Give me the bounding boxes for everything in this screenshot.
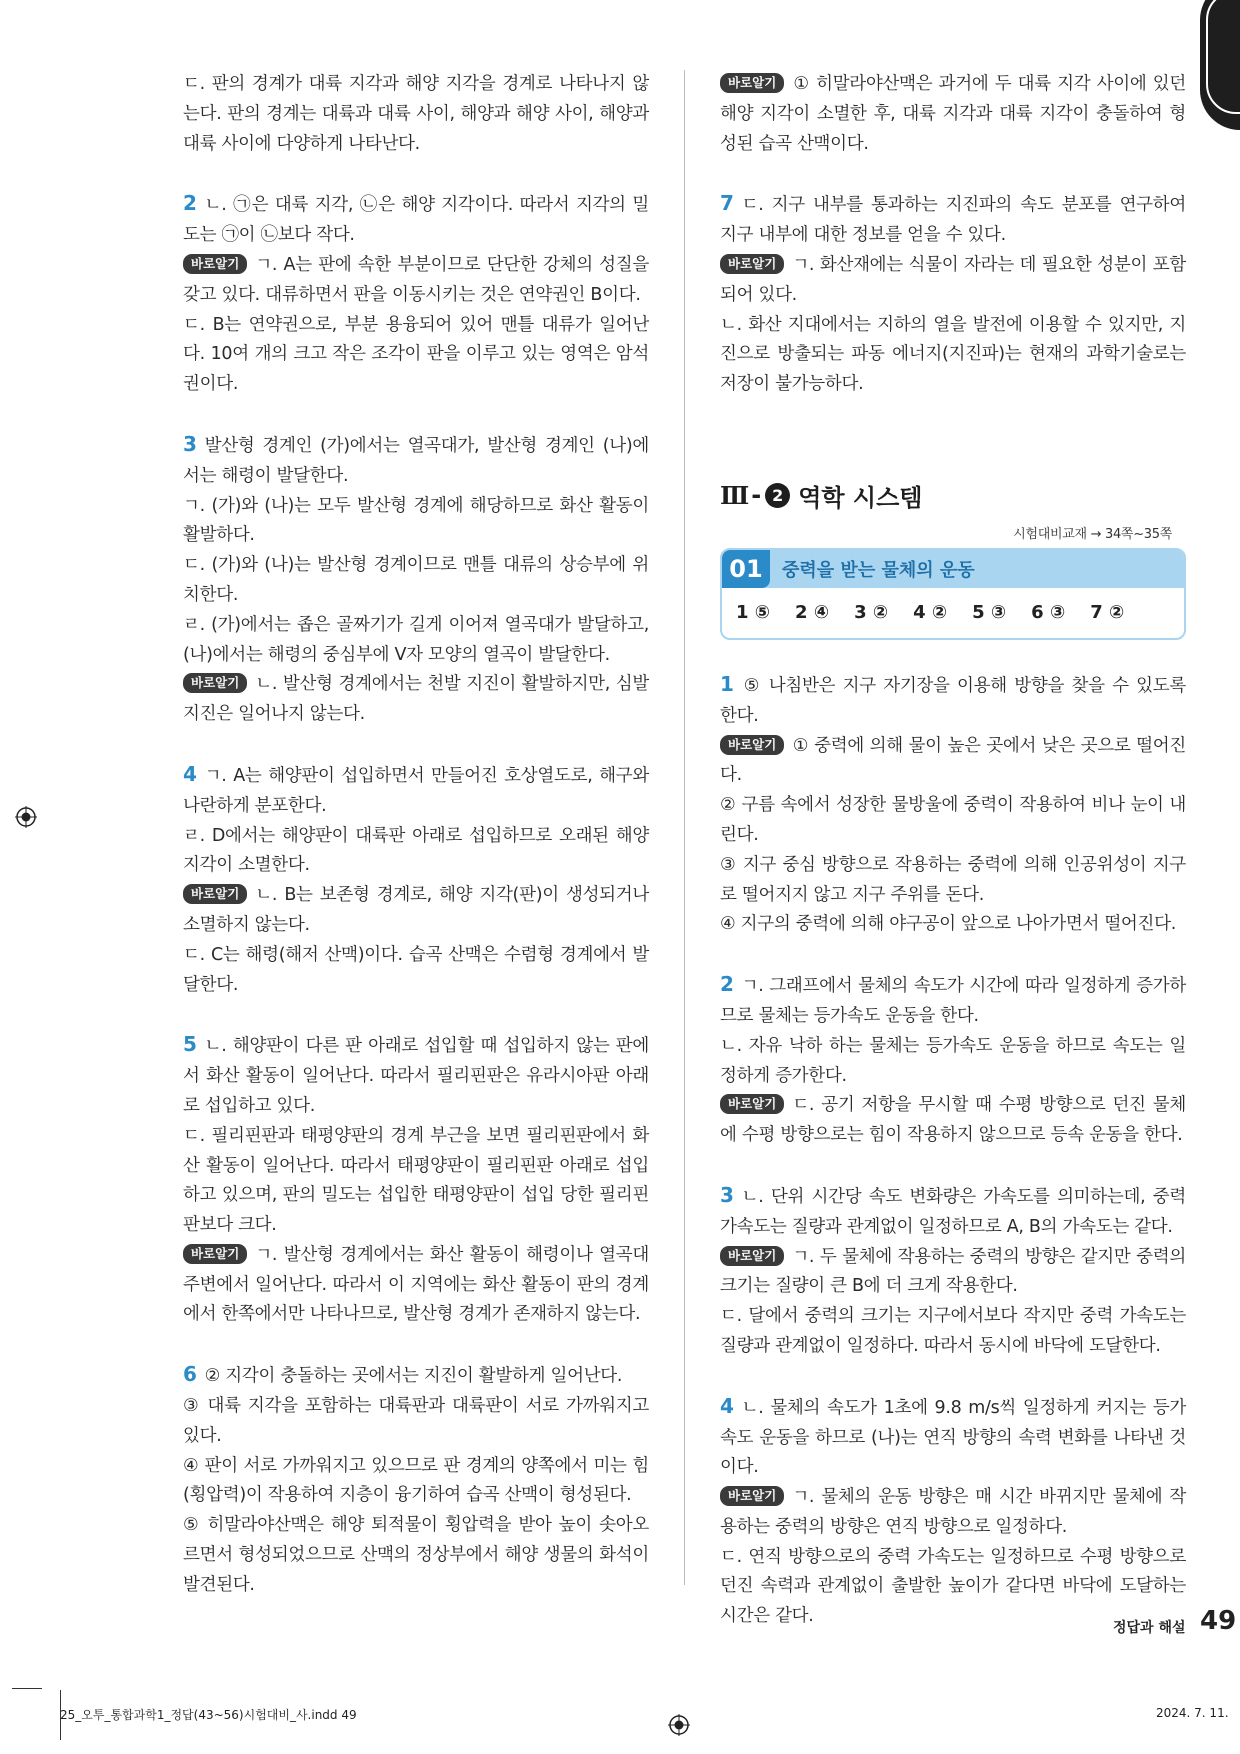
paragraph-text: 발산형 경계인 (가)에서는 열곡대가, 발산형 경계인 (나)에서는 해령이 발달한다.: [183, 435, 649, 486]
section-title: [720, 478, 1186, 513]
paragraph: [720, 670, 1186, 732]
paragraph-text: ㄱ. 물체의 운동 방향은 매 시간 바뀌지만 물체에 작용하는 중력의 방향은 연직 방향으로 일정하다.: [720, 1487, 1186, 1537]
paragraph: ㄷ. 판의 경계가 대륙 지각과 해양 지각을 경계로 나타나지 않는다. 판의 경계는 대륙과 대륙 사이, 해양과 해양 사이, 해양과 대륙 사이에 다양하게 나타난다.: [183, 74, 649, 154]
paragraph: ㄴ. 화산 지대에서는 지하의 열을 발전에 이용할 수 있지만, 지진으로 방출되는 파동 에너지(지진파)는 현재의 과학기술로는 저장이 불가능하다.: [720, 314, 1186, 395]
question-number: 5: [183, 1032, 197, 1057]
paragraph-text: ㄴ. 발산형 경계에서는 천발 지진이 활발하지만, 심발 지진은 일어나지 않는다.: [183, 674, 649, 725]
correction-badge: 바로알기: [720, 735, 784, 755]
paragraph-text: ㄴ. B는 보존형 경계로, 해양 지각(판)이 생성되거나 소멸하지 않는다.: [183, 885, 649, 935]
paragraph: [720, 189, 1186, 251]
paragraph-text: ② 지각이 충돌하는 곳에서는 지진이 활발하게 일어난다.: [204, 1366, 623, 1387]
paragraph-text: ㄴ. 단위 시간당 속도 변화량은 가속도를 의미하는데, 중력 가속도는 질량과 관계없이 일정하므로 A, B의 가속도는 같다.: [720, 1186, 1186, 1237]
correction-badge: 바로알기: [720, 254, 784, 274]
paragraph: [183, 760, 649, 822]
section-number-badge: 2: [765, 483, 790, 508]
paragraph: ④ 판이 서로 가까워지고 있으므로 판 경계의 양쪽에서 미는 힘(횡압력)이 작용하여 지층이 융기하여 습곡 산맥이 형성된다.: [183, 1455, 649, 1506]
answer-key-item: 7 ②: [1090, 602, 1125, 624]
paragraph: ③ 대륙 지각을 포함하는 대륙판과 대륙판이 서로 가까워지고 있다.: [183, 1396, 649, 1446]
correction-badge: 바로알기: [183, 884, 247, 904]
crop-mark: [12, 1688, 42, 1689]
unit-title: 중력을 받는 물체의 운동: [782, 559, 975, 581]
paragraph: [720, 970, 1186, 1032]
paragraph-text: ㄴ. ㉠은 대륙 지각, ㉡은 해양 지각이다. 따라서 지각의 밀도는 ㉠이 ㉡보다 작다.: [183, 195, 649, 246]
answer-intro: [183, 70, 649, 159]
answer-key-header: [722, 550, 1184, 588]
paragraph: [183, 430, 649, 492]
paragraph-text: ㄱ. 발산형 경계에서는 화산 활동이 해령이나 열곡대 주변에서 일어난다. 따라서 이 지역에는 화산 활동이 판의 경계에서 한쪽에서만 나타나므로, 발산형 경계가 존재하지 않는다.: [183, 1244, 649, 1325]
paragraph: ㄹ. D에서는 해양판이 대륙판 아래로 섭입하므로 오래된 해양 지각이 소멸한다.: [183, 825, 649, 876]
correction-badge: 바로알기: [183, 673, 247, 693]
answer-7: [720, 189, 1186, 400]
paragraph: ㄷ. (가)와 (나)는 발산형 경계이므로 맨틀 대류의 상승부에 위치한다.: [183, 555, 649, 605]
paragraph-text: ① 중력에 의해 물이 높은 곳에서 낮은 곳으로 떨어진다.: [720, 735, 1186, 786]
paragraph: [720, 1091, 1186, 1151]
explanation-1: [720, 670, 1186, 940]
question-number: 7: [720, 191, 734, 216]
paragraph: [183, 189, 649, 251]
section-title-text: 역학 시스템: [798, 483, 923, 512]
paragraph: [720, 1181, 1186, 1243]
corner-chapter-tab-outline: [1206, 0, 1240, 114]
paragraph-text: ㄱ. 화산재에는 식물이 자라는 데 필요한 성분이 포함되어 있다.: [720, 254, 1186, 305]
paragraph: ㄷ. B는 연약권으로, 부분 용융되어 있어 맨틀 대류가 일어난다. 10여 개의 크고 작은 조각이 판을 이루고 있는 영역은 암석권이다.: [183, 314, 649, 395]
paragraph: ㄱ. (가)와 (나)는 모두 발산형 경계에 해당하므로 화산 활동이 활발하다.: [183, 495, 649, 546]
paragraph: [183, 1030, 649, 1121]
question-number: 1: [720, 671, 734, 696]
paragraph: ③ 지구 중심 방향으로 작용하는 중력에 의해 인공위성이 지구로 떨어지지 않고 지구 주위를 돈다.: [720, 854, 1186, 905]
explanation-2: [720, 970, 1186, 1151]
explanation-3: [720, 1181, 1186, 1362]
registration-mark-icon: [15, 806, 37, 828]
answer-key-box: [720, 548, 1186, 640]
answer-key-item: 3 ②: [854, 602, 889, 624]
answer-6-continued: [720, 70, 1186, 159]
paragraph: ⑤ 히말라야산맥은 해양 퇴적물이 횡압력을 받아 높이 솟아오르면서 형성되었으므로 산맥의 정상부에서 해양 생물의 화석이 발견된다.: [183, 1515, 649, 1595]
answer-key-item: 2 ④: [795, 602, 830, 624]
question-number: 6: [183, 1362, 197, 1387]
question-number: 2: [183, 191, 197, 216]
correction-badge: 바로알기: [720, 1094, 784, 1114]
answer-key-item: 5 ③: [972, 602, 1007, 624]
paragraph: ② 구름 속에서 성장한 물방울에 중력이 작용하여 비나 눈이 내린다.: [720, 795, 1186, 845]
paragraph-text: ㄷ. 공기 저항을 무시할 때 수평 방향으로 던진 물체에 수평 방향으로는 힘이 작용하지 않으므로 등속 운동을 한다.: [720, 1095, 1186, 1146]
paragraph: [720, 70, 1186, 159]
paragraph: [720, 1392, 1186, 1483]
paragraph-text: ㄷ. 지구 내부를 통과하는 지진파의 속도 분포를 연구하여 지구 내부에 대한 정보를 얻을 수 있다.: [720, 195, 1186, 246]
answer-4: [183, 760, 649, 1000]
paragraph: ㄹ. (가)에서는 좁은 골짜기가 길게 이어져 열곡대가 발달하고, (나)에서는 해령의 중심부에 V자 모양의 열곡이 발달한다.: [183, 614, 649, 665]
answer-5: [183, 1030, 649, 1330]
question-number: 3: [183, 431, 197, 456]
correction-badge: 바로알기: [183, 1244, 247, 1264]
registration-mark-icon: [668, 1714, 690, 1736]
correction-badge: 바로알기: [183, 254, 247, 274]
paragraph-text: ㄱ. A는 판에 속한 부분이므로 단단한 강체의 성질을 갖고 있다. 대류하면서 판을 이동시키는 것은 연약권인 B이다.: [183, 254, 649, 305]
correction-badge: 바로알기: [720, 1486, 784, 1506]
correction-badge: 바로알기: [720, 1246, 784, 1266]
left-column: [183, 70, 649, 1631]
paragraph: ④ 지구의 중력에 의해 야구공이 앞으로 나아가면서 떨어진다.: [720, 914, 1177, 935]
paragraph: ㄷ. 달에서 중력의 크기는 지구에서보다 작지만 중력 가속도는 질량과 관계없이 일정하다. 따라서 동시에 바닥에 도달한다.: [720, 1306, 1186, 1356]
paragraph: [183, 881, 649, 941]
unit-number: 01: [722, 550, 770, 588]
paragraph-text: ㄱ. 그래프에서 물체의 속도가 시간에 따라 일정하게 증가하므로 물체는 등가속도 운동을 한다.: [720, 976, 1186, 1026]
paragraph: ㄷ. 연직 방향으로의 중력 가속도는 일정하므로 수평 방향으로 던진 속력과 관계없이 출발한 높이가 같다면 바닥에 도달하는 시간은 같다.: [720, 1546, 1186, 1627]
page-number: 49: [1200, 1606, 1237, 1636]
explanation-4: [720, 1392, 1186, 1632]
question-number: 2: [720, 972, 734, 997]
answer-2: [183, 189, 649, 400]
paragraph: [720, 1243, 1186, 1303]
right-column: [720, 70, 1186, 1662]
question-number: 4: [720, 1393, 734, 1418]
section-dash: -: [751, 481, 762, 510]
paragraph: [183, 1241, 649, 1330]
paragraph-text: ㄱ. 두 물체에 작용하는 중력의 방향은 같지만 중력의 크기는 질량이 큰 B에 더 크게 작용한다.: [720, 1246, 1186, 1297]
paragraph: ㄷ. C는 해령(해저 산맥)이다. 습곡 산맥은 수렴형 경계에서 발달한다.: [183, 944, 649, 995]
answer-3: [183, 430, 649, 730]
paragraph-text: ⑤ 나침반은 지구 자기장을 이용해 방향을 찾을 수 있도록 한다.: [720, 675, 1186, 726]
answer-key-item: 4 ②: [913, 602, 948, 624]
question-number: 4: [183, 761, 197, 786]
paragraph: [183, 251, 649, 311]
paragraph: [720, 251, 1186, 311]
answer-key-item: 6 ③: [1031, 602, 1066, 624]
footer-label: 정답과 해설: [1113, 1620, 1186, 1636]
paragraph: [720, 1483, 1186, 1543]
print-file-info: 25_오투_통합과학1_정답(43~56)시험대비_사.indd 49: [60, 1708, 357, 1722]
paragraph-text: ㄴ. 해양판이 다른 판 아래로 섭입할 때 섭입하지 않는 판에서 화산 활동이 일어난다. 따라서 필리핀판은 유라시아판 아래로 섭입하고 있다.: [183, 1036, 649, 1116]
answer-6: [183, 1360, 649, 1600]
paragraph: ㄴ. 자유 낙하 하는 물체는 등가속도 운동을 하므로 속도는 일정하게 증가한다.: [720, 1035, 1186, 1086]
correction-badge: 바로알기: [720, 73, 784, 93]
paragraph-text: ㄴ. 물체의 속도가 1초에 9.8 m/s씩 일정하게 커지는 등가속도 운동을 하므로 (나)는 연직 방향의 속력 변화를 나타낸 것이다.: [720, 1397, 1186, 1478]
print-date: 2024. 7. 11.: [1156, 1706, 1229, 1720]
answer-key-item: 1 ⑤: [736, 602, 771, 624]
answer-key-list: [722, 588, 1184, 638]
paragraph: ㄷ. 필리핀판과 태평양판의 경계 부근을 보면 필리핀판에서 화산 활동이 일어난다. 따라서 태평양판이 필리핀판 아래로 섭입하고 있으며, 판의 밀도는 섭입한 태평양판이 섭입 당한 필리핀판보다 크다.: [183, 1125, 649, 1236]
reference-note: 시험대비교재 → 34쪽~35쪽: [1013, 526, 1172, 542]
column-divider: [684, 70, 685, 1585]
paragraph: [720, 732, 1186, 792]
section-roman: Ⅲ: [720, 480, 750, 510]
paragraph: [183, 1360, 649, 1392]
paragraph-text: ① 히말라야산맥은 과거에 두 대륙 지각 사이에 있던 해양 지각이 소멸한 후, 대륙 지각과 대륙 지각이 충돌하여 형성된 습곡 산맥이다.: [720, 74, 1186, 154]
paragraph: [183, 670, 649, 730]
question-number: 3: [720, 1182, 734, 1207]
paragraph-text: ㄱ. A는 해양판이 섭입하면서 만들어진 호상열도로, 해구와 나란하게 분포한다.: [183, 765, 649, 816]
